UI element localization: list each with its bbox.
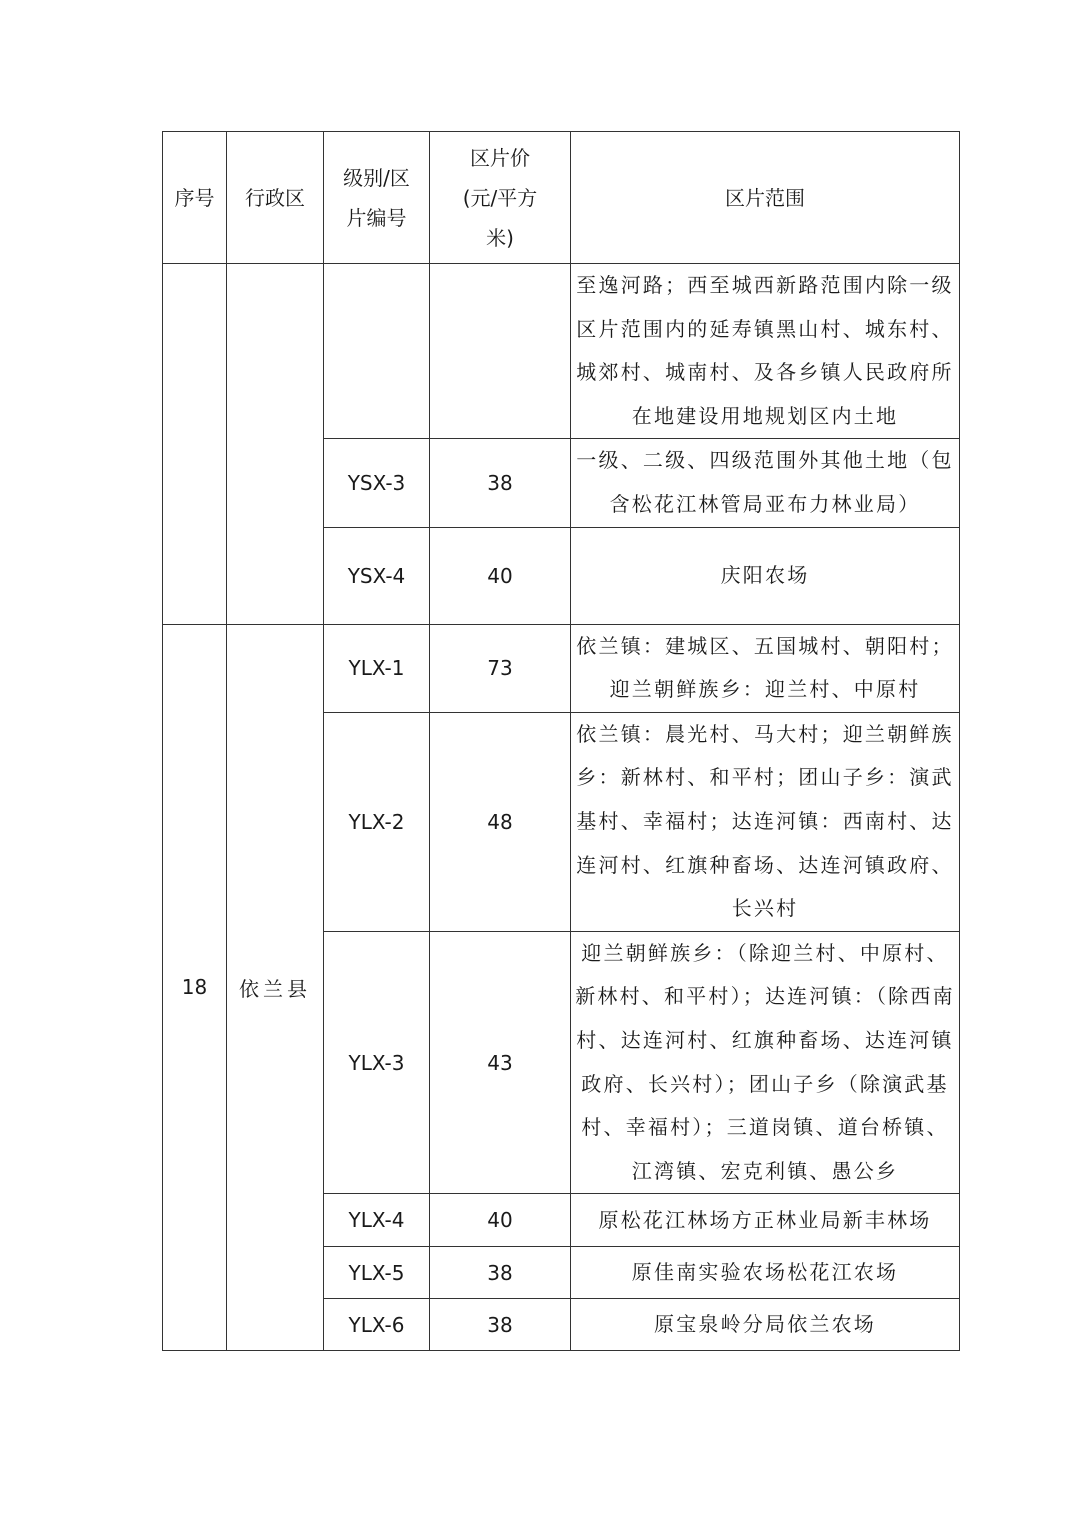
header-code-line2: 片编号 [346, 205, 407, 230]
cell-code: YLX-3 [324, 931, 430, 1194]
header-code-line1: 级别/区 [343, 165, 410, 190]
table-row [163, 624, 960, 712]
cell-price: 38 [430, 1247, 571, 1299]
cell-code: YLX-2 [324, 712, 430, 931]
cell-price: 48 [430, 712, 571, 931]
header-range: 区片范围 [571, 132, 960, 264]
cell-range: 一级、二级、四级范围外其他土地（包含松花江林管局亚布力林业局） [571, 439, 960, 527]
cell-range: 原宝泉岭分局依兰农场 [571, 1299, 960, 1351]
cell-price: 40 [430, 527, 571, 624]
cell-code: YLX-5 [324, 1247, 430, 1299]
header-code [324, 132, 430, 264]
cell-price: 43 [430, 931, 571, 1194]
cell-price [430, 264, 571, 439]
cell-code [324, 264, 430, 439]
cell-code: YLX-6 [324, 1299, 430, 1351]
cell-price: 38 [430, 439, 571, 527]
cell-range: 原松花江林场方正林业局新丰林场 [571, 1194, 960, 1247]
table-row [163, 264, 960, 439]
cell-price: 40 [430, 1194, 571, 1247]
header-district: 行政区 [227, 132, 324, 264]
table-header-row [163, 132, 960, 264]
cell-code: YLX-1 [324, 624, 430, 712]
cell-range: 依兰镇：晨光村、马大村；迎兰朝鲜族乡：新林村、和平村；团山子乡：演武基村、幸福村；达连河镇：西南村、达连河村、红旗种畜场、达连河镇政府、长兴村 [571, 712, 960, 931]
cell-code: YSX-4 [324, 527, 430, 624]
cell-range: 原佳南实验农场松花江农场 [571, 1247, 960, 1299]
cell-district: 依兰县 [227, 624, 324, 1351]
header-price-line1: 区片价 [470, 145, 530, 170]
cell-price: 38 [430, 1299, 571, 1351]
cell-range: 至逸河路；西至城西新路范围内除一级区片范围内的延寿镇黑山村、城东村、城郊村、城南村、及各乡镇人民政府所在地建设用地规划区内土地 [571, 264, 960, 439]
cell-price: 73 [430, 624, 571, 712]
cell-district [227, 264, 324, 625]
header-price-line2: (元/平方 [462, 185, 538, 210]
header-seq: 序号 [163, 132, 227, 264]
cell-range: 庆阳农场 [571, 527, 960, 624]
header-price [430, 132, 571, 264]
header-price-line3: 米) [486, 225, 514, 250]
cell-code: YSX-3 [324, 439, 430, 527]
cell-seq: 18 [163, 624, 227, 1351]
cell-range: 依兰镇：建城区、五国城村、朝阳村；迎兰朝鲜族乡：迎兰村、中原村 [571, 624, 960, 712]
land-price-table [162, 131, 960, 1351]
cell-seq [163, 264, 227, 625]
cell-code: YLX-4 [324, 1194, 430, 1247]
cell-range: 迎兰朝鲜族乡：（除迎兰村、中原村、新林村、和平村）；达连河镇：（除西南村、达连河村、红旗种畜场、达连河镇政府、长兴村）；团山子乡（除演武基村、幸福村）；三道岗镇、道台桥镇、江湾镇、宏克利镇、愚公乡 [571, 931, 960, 1194]
